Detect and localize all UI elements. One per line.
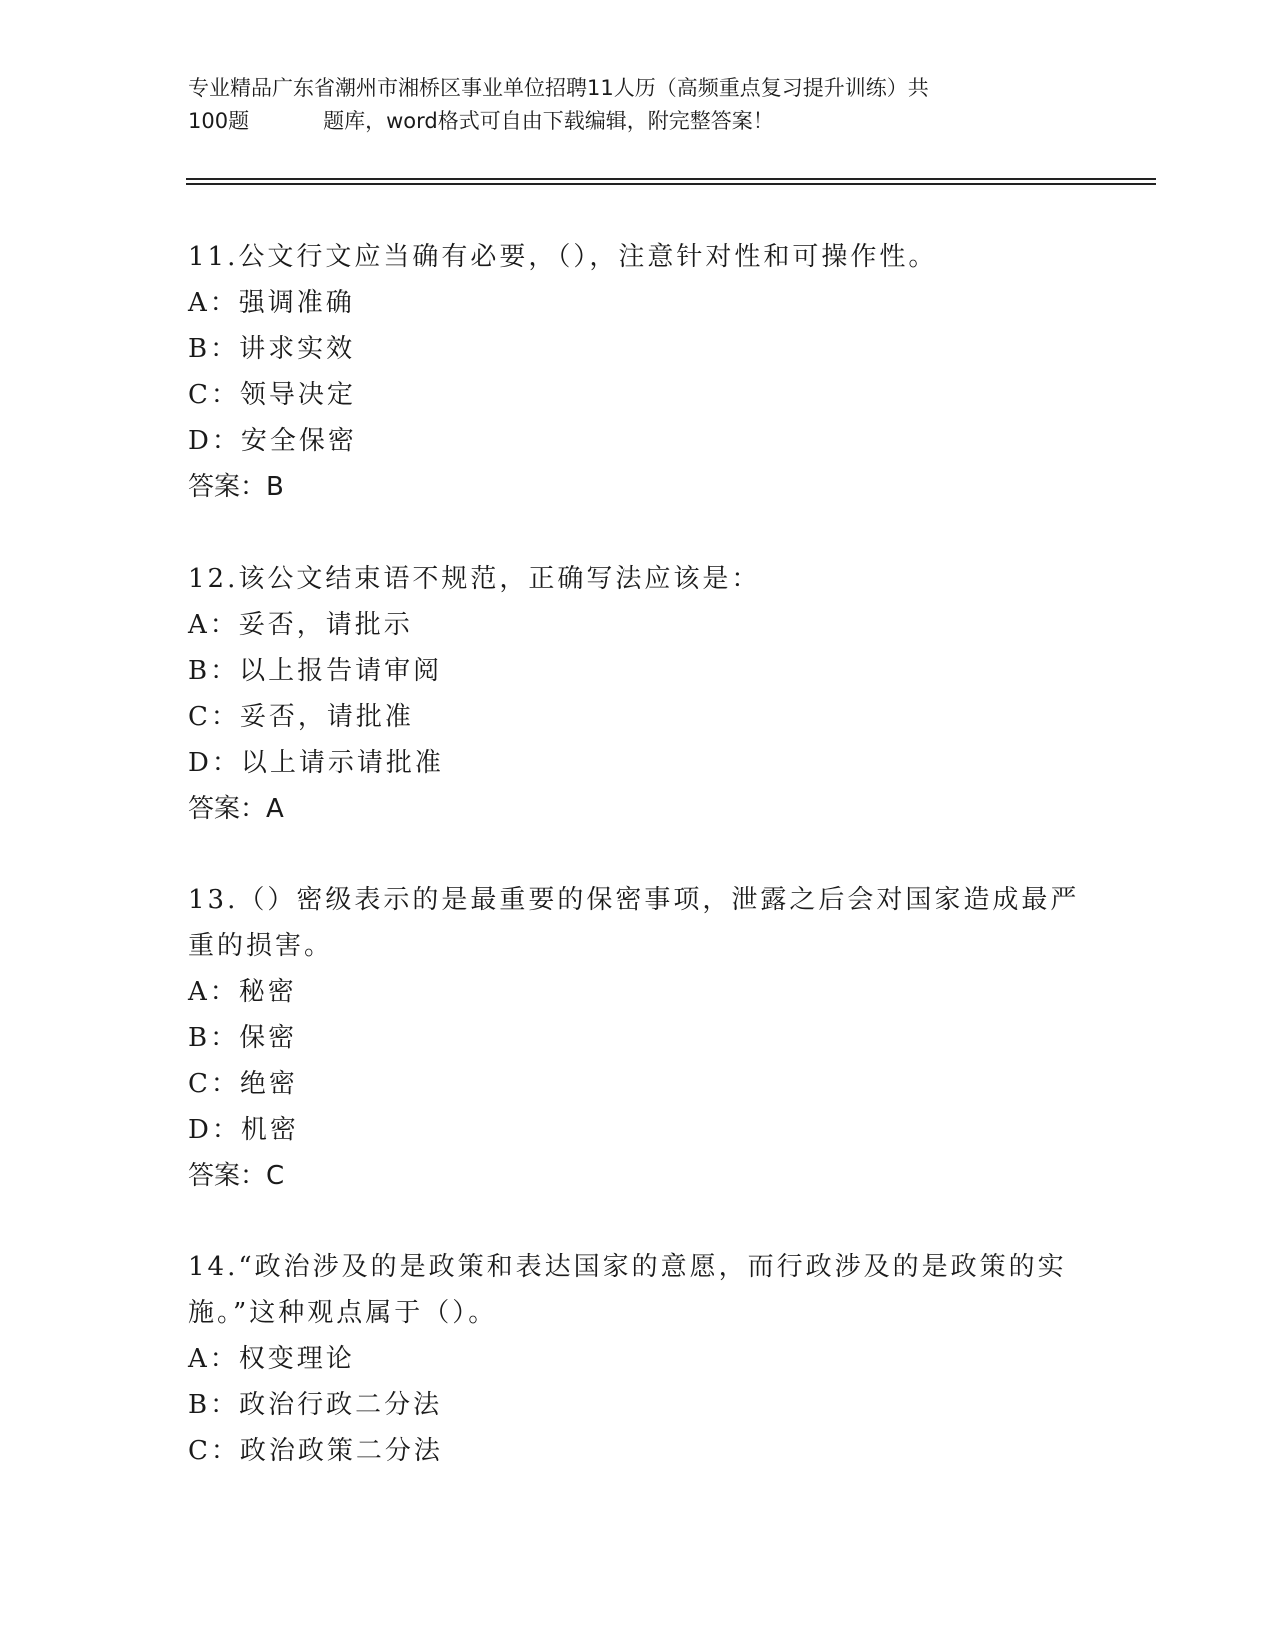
question-11 [188, 234, 1088, 510]
question-stem: 13.（）密级表示的是最重要的保密事项，泄露之后会对国家造成最严重的损害。 [188, 885, 1080, 961]
question-13 [188, 877, 1088, 1199]
option-b: B：以上报告请审阅 [188, 656, 443, 686]
header-divider-top [186, 178, 1156, 180]
option-a: A：权变理论 [188, 1344, 355, 1374]
option-c: C：妥否，请批准 [188, 702, 414, 732]
header-divider-bottom [186, 183, 1156, 185]
option-a: A：秘密 [188, 977, 297, 1007]
option-a: A：妥否，请批示 [188, 610, 413, 640]
question-14 [188, 1244, 1088, 1474]
question-stem: 14.“政治涉及的是政策和表达国家的意愿，而行政涉及的是政策的实施。”这种观点属于（）。 [188, 1252, 1067, 1328]
question-12 [188, 556, 1088, 832]
header-description: 题库，word格式可自由下载编辑，附完整答案！ [323, 109, 774, 133]
header-title-line-2 [188, 105, 1088, 138]
option-d: D：安全保密 [188, 426, 357, 456]
document-header [188, 72, 1088, 138]
question-stem: 12.该公文结束语不规范，正确写法应该是： [188, 564, 761, 594]
question-stem: 11.公文行文应当确有必要，（），注意针对性和可操作性。 [188, 242, 938, 272]
option-c: C：领导决定 [188, 380, 356, 410]
header-question-count: 100题 [188, 109, 250, 133]
answer: 答案：C [188, 1161, 285, 1191]
option-c: C：绝密 [188, 1069, 298, 1099]
answer: 答案：B [188, 472, 284, 502]
option-a: A：强调准确 [188, 288, 355, 318]
option-d: D：机密 [188, 1115, 299, 1145]
option-d: D：以上请示请批准 [188, 748, 444, 778]
option-b: B：保密 [188, 1023, 298, 1053]
option-b: B：讲求实效 [188, 334, 356, 364]
option-c: C：政治政策二分法 [188, 1436, 443, 1466]
option-b: B：政治行政二分法 [188, 1390, 443, 1420]
answer: 答案：A [188, 794, 284, 824]
header-title-line-1: 专业精品广东省潮州市湘桥区事业单位招聘11人历（高频重点复习提升训练）共 [188, 76, 929, 100]
